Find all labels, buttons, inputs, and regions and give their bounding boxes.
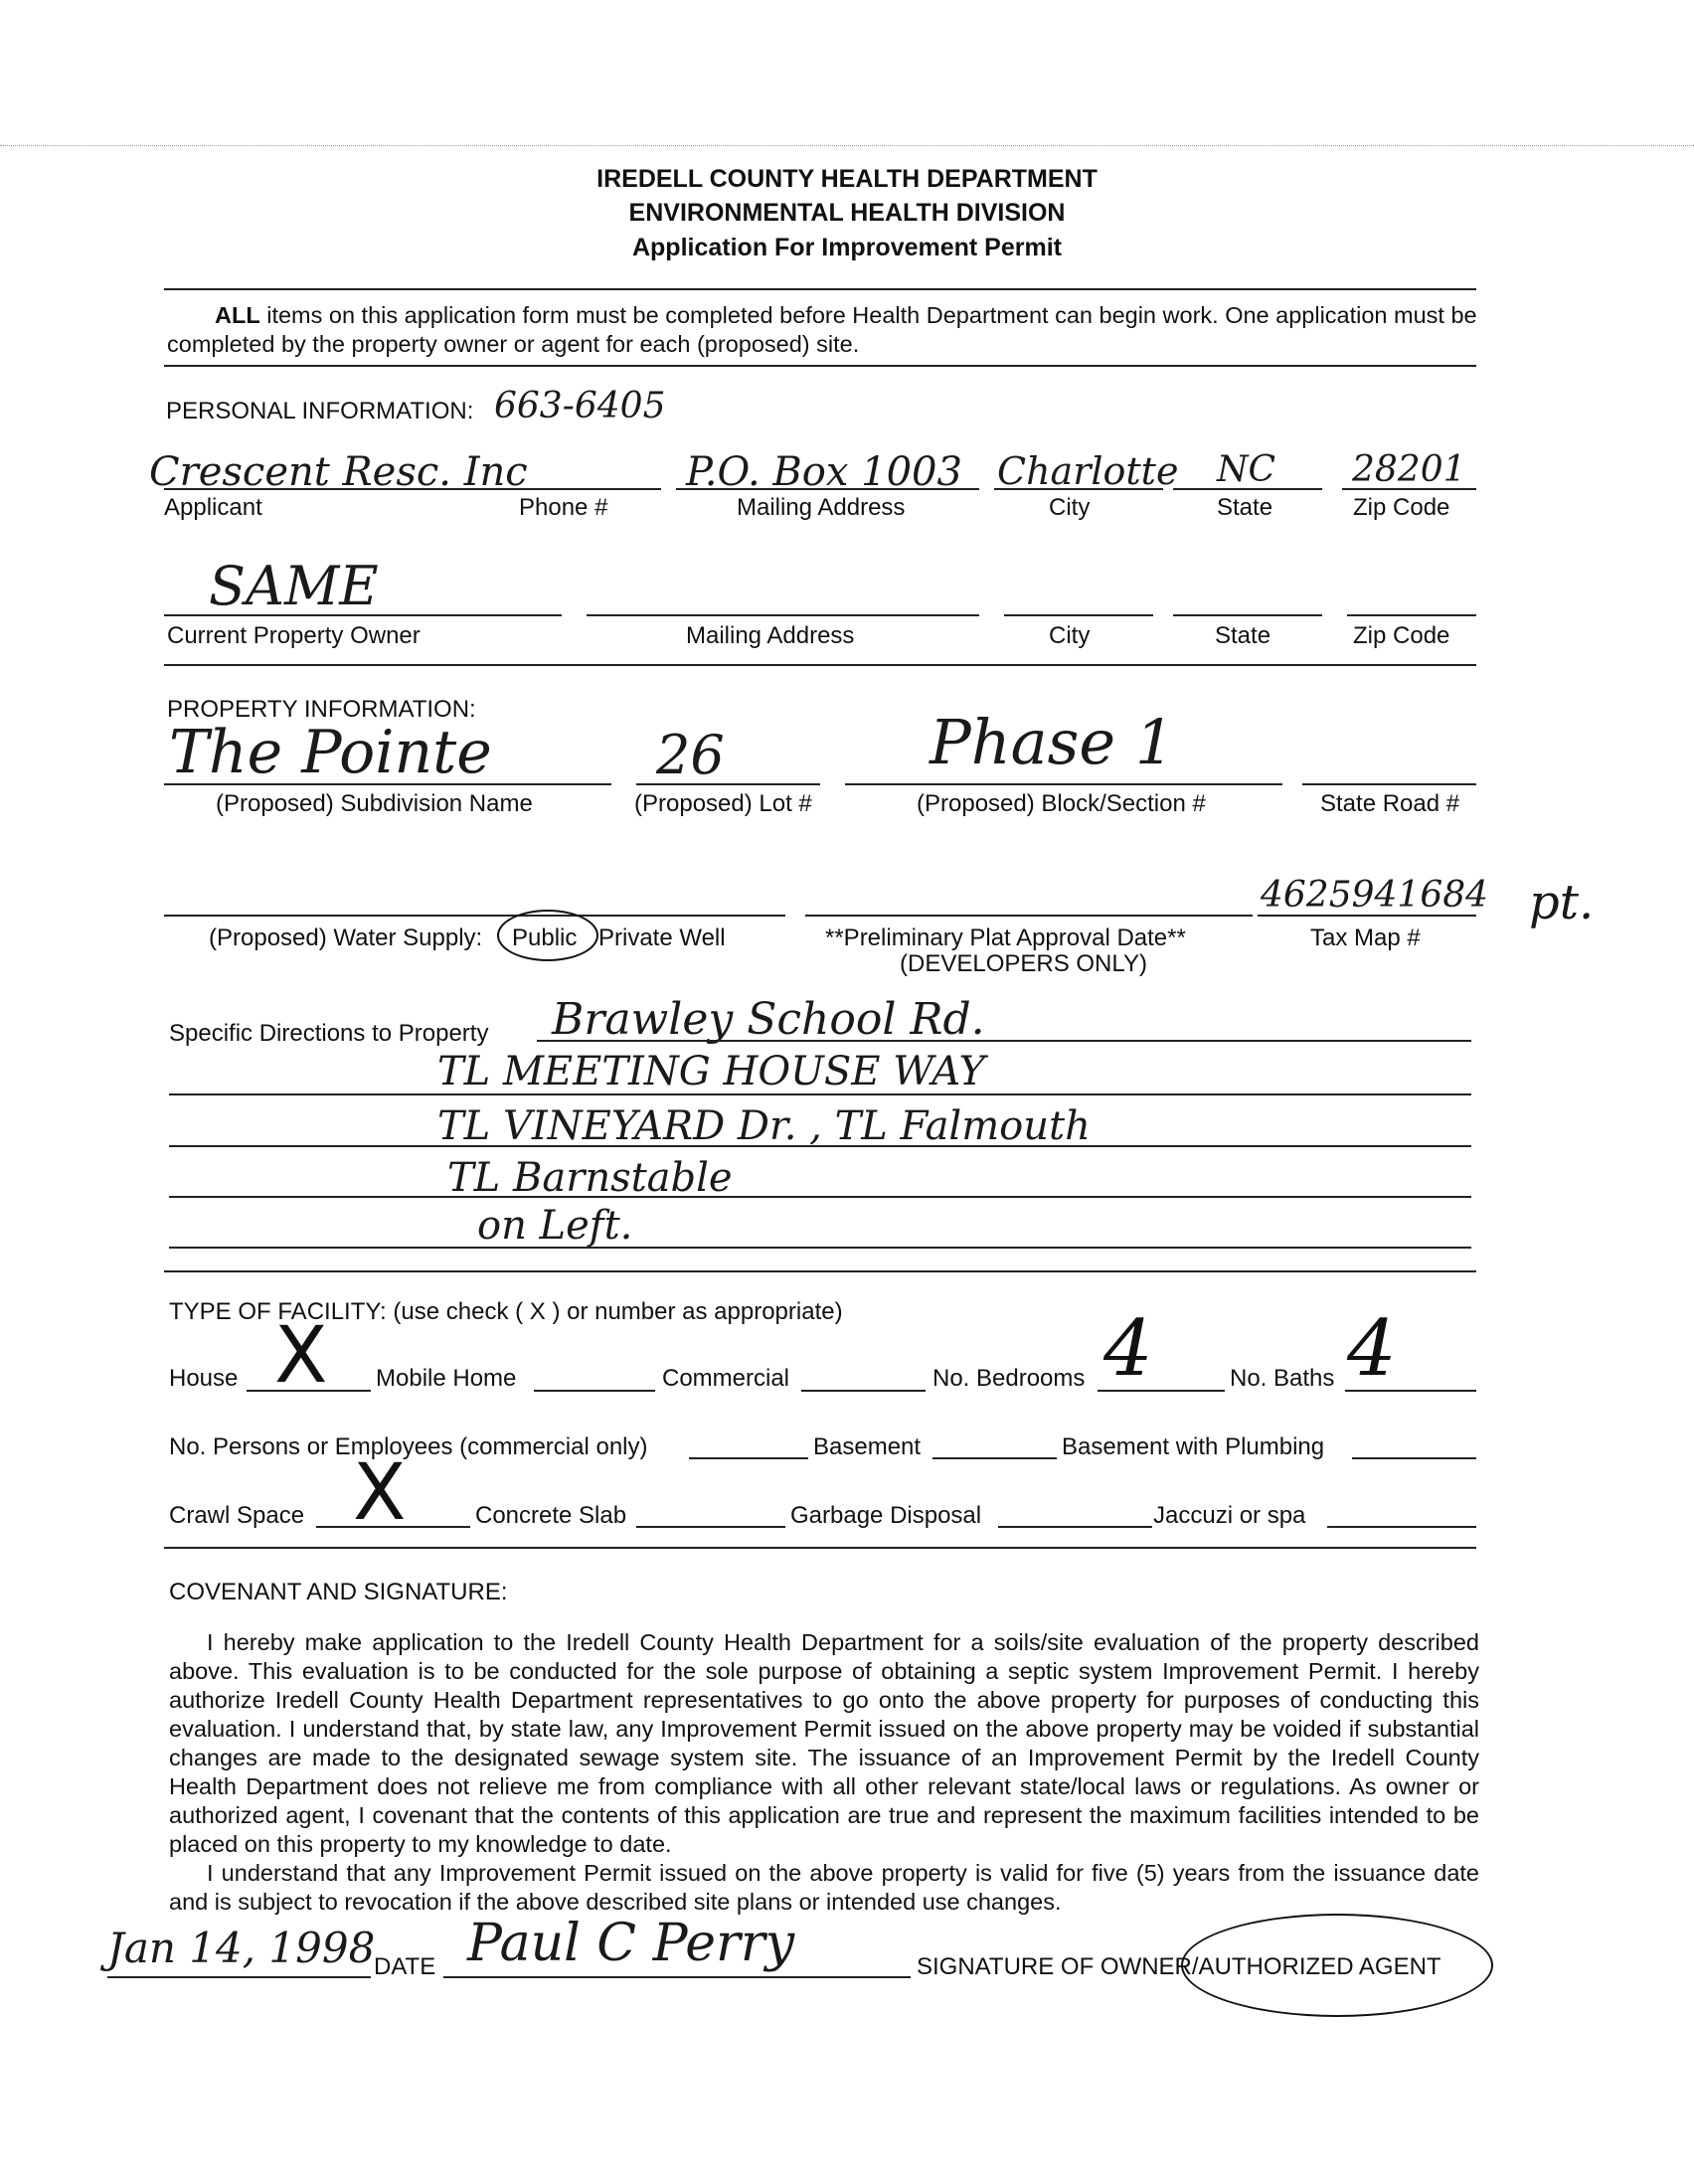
label-signature: SIGNATURE OF OWNER/AUTHORIZED AGENT bbox=[917, 1953, 1441, 1980]
direction-rule-2 bbox=[169, 1093, 1471, 1095]
label-bedrooms: No. Bedrooms bbox=[932, 1365, 1086, 1392]
rule-after-personal bbox=[164, 664, 1476, 666]
persons-line bbox=[689, 1457, 808, 1459]
label-water: (Proposed) Water Supply: bbox=[209, 924, 483, 951]
label-plat-sub: (DEVELOPERS ONLY) bbox=[900, 950, 1147, 977]
commercial-line bbox=[801, 1390, 926, 1392]
label-phone: Phone # bbox=[519, 494, 608, 521]
block-line bbox=[845, 783, 1282, 785]
direction-rule-3 bbox=[169, 1145, 1471, 1147]
owner-value: SAME bbox=[209, 555, 379, 617]
road-line bbox=[1302, 783, 1476, 785]
taxmap-line bbox=[1258, 915, 1476, 917]
basement-line bbox=[932, 1457, 1057, 1459]
bedrooms-value: 4 bbox=[1103, 1304, 1153, 1394]
intro-text bbox=[167, 301, 1479, 359]
subdivision-line bbox=[164, 783, 611, 785]
label-basement: Basement bbox=[813, 1433, 922, 1460]
intro-body: items on this application form must be completed before Health Department can begin work. One application must be completed by the property owner or agent for each (proposed) site. bbox=[167, 302, 1477, 357]
label-tax-map: Tax Map # bbox=[1310, 924, 1421, 951]
header-form-title: Application For Improvement Permit bbox=[631, 234, 1062, 261]
option-water-private[interactable]: Private Well bbox=[598, 924, 726, 951]
label-lot: (Proposed) Lot # bbox=[634, 790, 812, 817]
header-division: ENVIRONMENTAL HEALTH DIVISION bbox=[628, 199, 1066, 227]
owner-state-line bbox=[1173, 614, 1322, 616]
garbage-line bbox=[998, 1526, 1152, 1528]
direction-rule-1 bbox=[537, 1040, 1471, 1042]
direction-line-5: on Left. bbox=[477, 1203, 633, 1249]
label-plat: **Preliminary Plat Approval Date** bbox=[825, 924, 1186, 951]
signature-line bbox=[443, 1976, 911, 1978]
label-block: (Proposed) Block/Section # bbox=[917, 790, 1206, 817]
label-mailing: Mailing Address bbox=[737, 494, 906, 521]
label-state: State bbox=[1217, 494, 1273, 521]
direction-rule-5 bbox=[169, 1247, 1471, 1249]
public-circle bbox=[497, 910, 598, 961]
tax-map-suffix: pt. bbox=[1529, 875, 1595, 930]
label-house: House bbox=[169, 1365, 239, 1392]
jacuzzi-line bbox=[1327, 1526, 1476, 1528]
house-check-mark: X bbox=[274, 1311, 328, 1401]
scan-edge-line bbox=[0, 145, 1694, 146]
label-owner-zip: Zip Code bbox=[1353, 622, 1450, 649]
rule-top bbox=[164, 288, 1476, 290]
covenant-paragraph-1: I hereby make application to the Iredell County Health Department for a soils/site evaluation of the property described above. This evaluation is to be conducted for the sole purpose of obtaining a septic system Improvement Permit. I hereby authorize Iredell County Health Department representatives to go onto the above property for purposes of conducting this evaluation. I understand that, by state law, any Improvement Permit issued on the above property may be voided if substantial changes are made to the designated sewage system site. The issuance of an Improvement Permit by the Iredell County Health Department does not relieve me from compliance with all other relevant state/local laws or regulations. As owner or authorized agent, I covenant that the contents of this application are true and represent the maximum facilities intended to be placed on this property to my knowledge to date. bbox=[169, 1629, 1479, 1857]
zip-value: 28201 bbox=[1352, 449, 1466, 490]
intro-bold: ALL bbox=[215, 302, 260, 328]
label-directions: Specific Directions to Property bbox=[169, 1020, 489, 1047]
label-subdivision: (Proposed) Subdivision Name bbox=[216, 790, 533, 817]
covenant-paragraph-2: I understand that any Improvement Permit issued on the above property is valid for five (5) years from the issuance date and is subject to revocation if the above described site plans or intended use changes. bbox=[169, 1860, 1479, 1915]
lot-value: 26 bbox=[656, 724, 725, 786]
rule-after-facility bbox=[164, 1547, 1476, 1549]
block-value: Phase 1 bbox=[930, 706, 1175, 778]
label-date: DATE bbox=[374, 1953, 436, 1980]
direction-line-1: Brawley School Rd. bbox=[552, 994, 985, 1045]
label-applicant: Applicant bbox=[164, 494, 262, 521]
crawl-check-mark: X bbox=[353, 1448, 407, 1538]
signature-value: Paul C Perry bbox=[467, 1914, 795, 1973]
city-value: Charlotte bbox=[997, 449, 1179, 493]
plat-line bbox=[805, 915, 1253, 917]
applicant-line bbox=[164, 488, 661, 490]
label-garbage-disposal: Garbage Disposal bbox=[790, 1502, 982, 1529]
label-zip: Zip Code bbox=[1353, 494, 1450, 521]
tax-map-value: 4625941684 bbox=[1261, 875, 1489, 916]
owner-line bbox=[164, 614, 562, 616]
slab-line bbox=[636, 1526, 785, 1528]
zip-line bbox=[1342, 488, 1476, 490]
label-owner-state: State bbox=[1215, 622, 1271, 649]
state-line bbox=[1173, 488, 1322, 490]
water-line bbox=[164, 915, 785, 917]
direction-line-4: TL Barnstable bbox=[447, 1155, 733, 1201]
facility-heading: TYPE OF FACILITY: (use check ( X ) or number as appropriate) bbox=[169, 1298, 843, 1325]
applicant-value: Crescent Resc. Inc bbox=[149, 449, 528, 495]
label-owner-city: City bbox=[1049, 622, 1091, 649]
direction-line-3: TL VINEYARD Dr. , TL Falmouth bbox=[437, 1103, 1091, 1149]
label-road: State Road # bbox=[1320, 790, 1460, 817]
date-value: Jan 14, 1998 bbox=[107, 1924, 376, 1972]
rule-after-intro bbox=[164, 365, 1476, 367]
rule-after-directions bbox=[164, 1270, 1476, 1272]
label-crawl-space: Crawl Space bbox=[169, 1502, 305, 1529]
baths-value: 4 bbox=[1347, 1304, 1397, 1394]
subdivision-value: The Pointe bbox=[169, 718, 492, 787]
header-department: IREDELL COUNTY HEALTH DEPARTMENT bbox=[596, 165, 1098, 193]
label-city: City bbox=[1049, 494, 1091, 521]
lot-line bbox=[636, 783, 820, 785]
label-baths: No. Baths bbox=[1230, 1365, 1335, 1392]
date-line bbox=[107, 1976, 371, 1978]
owner-mailing-line bbox=[587, 614, 979, 616]
label-persons: No. Persons or Employees (commercial only) bbox=[169, 1433, 648, 1460]
label-jacuzzi: Jaccuzi or spa bbox=[1153, 1502, 1306, 1529]
property-heading: PROPERTY INFORMATION: bbox=[167, 696, 476, 723]
label-basement-plumbing: Basement with Plumbing bbox=[1062, 1433, 1325, 1460]
label-commercial: Commercial bbox=[662, 1365, 790, 1392]
label-owner-mailing: Mailing Address bbox=[686, 622, 855, 649]
mobile-line bbox=[534, 1390, 655, 1392]
phone-value: 663-6405 bbox=[494, 386, 666, 426]
label-owner: Current Property Owner bbox=[167, 622, 421, 649]
signature-label-circle bbox=[1181, 1914, 1493, 2017]
label-concrete-slab: Concrete Slab bbox=[475, 1502, 627, 1529]
direction-line-2: TL MEETING HOUSE WAY bbox=[437, 1049, 985, 1094]
label-mobile-home: Mobile Home bbox=[376, 1365, 517, 1392]
city-line bbox=[994, 488, 1163, 490]
mailing-value: P.O. Box 1003 bbox=[686, 449, 962, 495]
state-value: NC bbox=[1217, 449, 1276, 490]
personal-heading: PERSONAL INFORMATION: bbox=[166, 398, 474, 424]
owner-city-line bbox=[1004, 614, 1153, 616]
option-water-public[interactable]: Public bbox=[512, 924, 578, 951]
basement-plumbing-line bbox=[1352, 1457, 1476, 1459]
direction-rule-4 bbox=[169, 1196, 1471, 1198]
mailing-line bbox=[676, 488, 979, 490]
covenant-heading: COVENANT AND SIGNATURE: bbox=[169, 1579, 508, 1605]
owner-zip-line bbox=[1347, 614, 1476, 616]
